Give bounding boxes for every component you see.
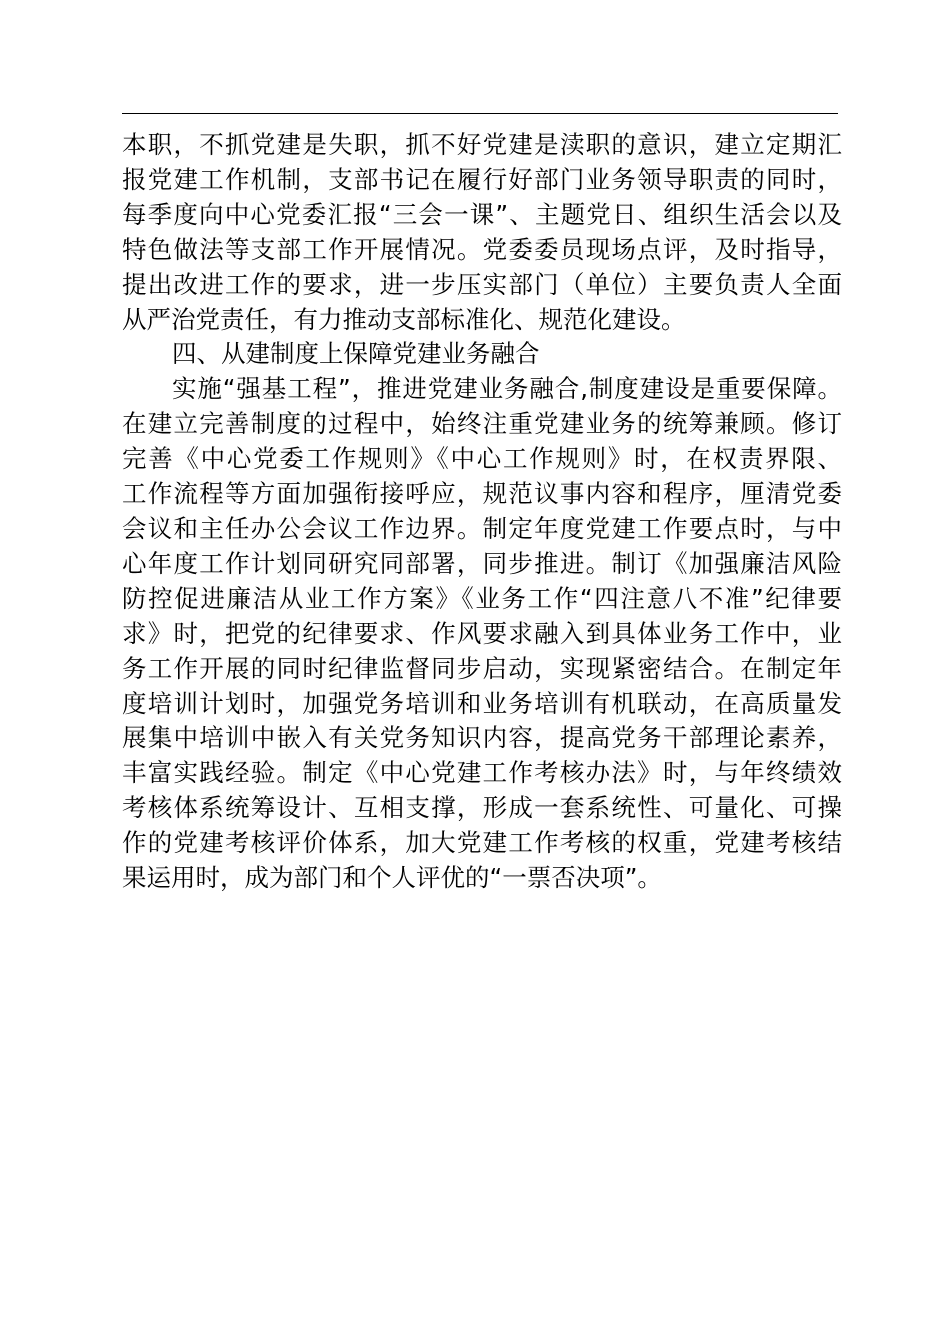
- text-line: 完善《中心党委工作规则》《中心工作规则》时，在权责界限、: [122, 444, 842, 474]
- text-line: 会议和主任办公会议工作边界。制定年度党建工作要点时，与中: [122, 513, 842, 543]
- text-line: 考核体系统筹设计、互相支撑，形成一套系统性、可量化、可操: [122, 793, 842, 823]
- document-body: [122, 128, 842, 896]
- heading-text: 四、从建制度上保障党建业务融合: [172, 339, 540, 369]
- text-line: 务工作开展的同时纪律监督同步启动，实现紧密结合。在制定年: [122, 653, 842, 683]
- paragraph-body: [122, 372, 842, 896]
- text-line: 度培训计划时，加强党务培训和业务培训有机联动，在高质量发: [122, 688, 842, 718]
- text-line: 防控促进廉洁从业工作方案》《业务工作“四注意八不准”纪律要: [122, 583, 842, 613]
- text-line: 作的党建考核评价体系，加大党建工作考核的权重，党建考核结: [122, 828, 842, 858]
- text-line: 在建立完善制度的过程中，始终注重党建业务的统筹兼顾。修订: [122, 409, 842, 439]
- text-line: 展集中培训中嵌入有关党务知识内容，提高党务干部理论素养，: [122, 723, 842, 753]
- text-line: 果运用时，成为部门和个人评优的“一票否决项”。: [122, 863, 662, 893]
- section-heading: [122, 337, 842, 372]
- text-line: 求》时，把党的纪律要求、作风要求融入到具体业务工作中，业: [122, 618, 842, 648]
- text-line: 心年度工作计划同研究同部署，同步推进。制订《加强廉洁风险: [122, 548, 842, 578]
- text-line: 本职，不抓党建是失职，抓不好党建是渎职的意识，建立定期汇: [122, 130, 842, 159]
- text-line: 从严治党责任，有力推动支部标准化、规范化建设。: [122, 304, 686, 334]
- text-line: 丰富实践经验。制定《中心党建工作考核办法》时，与年终绩效: [122, 758, 842, 788]
- text-line: 提出改进工作的要求，进一步压实部门（单位）主要负责人全面: [122, 269, 842, 299]
- text-line: 工作流程等方面加强衔接呼应，规范议事内容和程序，厘清党委: [122, 479, 842, 509]
- text-line: 特色做法等支部工作开展情况。党委委员现场点评，及时指导，: [122, 234, 842, 264]
- header-rule: [122, 113, 838, 114]
- text-line: 每季度向中心党委汇报“三会一课”、主题党日、组织生活会以及: [122, 199, 842, 229]
- text-line: 报党建工作机制，支部书记在履行好部门业务领导职责的同时，: [122, 164, 842, 194]
- paragraph-continued: [122, 128, 842, 337]
- text-line: 实施“强基工程”，推进党建业务融合,制度建设是重要保障。: [172, 374, 842, 404]
